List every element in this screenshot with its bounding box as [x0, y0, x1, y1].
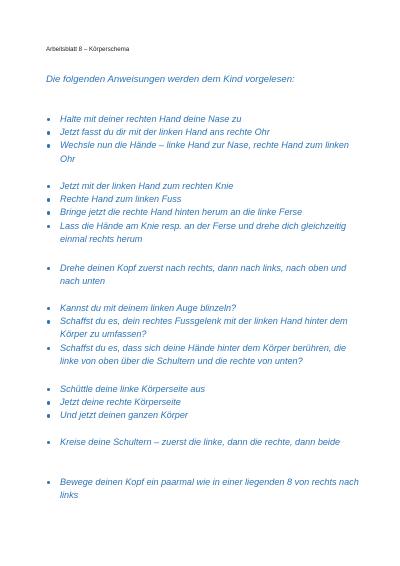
instruction-group-7: [46, 476, 362, 502]
instruction-text: Schaffst du es, dein rechtes Fussgelenk mit der linken Hand hinter dem Körper zu umfassen?: [60, 316, 348, 340]
bullet-icon: [47, 388, 50, 391]
instruction-item: [46, 262, 362, 288]
bullet-icon: [47, 414, 50, 417]
instruction-text: Bewege deinen Kopf ein paarmal wie in einer liegenden 8 von rechts nach links: [60, 477, 359, 501]
instructions-intro: Die folgenden Anweisungen werden dem Kind vorgelesen:: [46, 74, 295, 85]
bullet-icon: [47, 307, 50, 310]
instruction-item: [46, 126, 362, 139]
instruction-text: Wechsle nun die Hände – linke Hand zur Nase, rechte Hand zum linken Ohr: [60, 140, 349, 164]
instruction-text: Bringe jetzt die rechte Hand hinten herum an die linke Ferse: [60, 207, 303, 218]
instruction-item: [46, 436, 362, 449]
instruction-group-3: [46, 262, 362, 288]
instruction-item: [46, 113, 362, 126]
bullet-icon: [47, 401, 50, 404]
instruction-text: Halte mit deiner rechten Hand deine Nase zu: [60, 114, 242, 124]
instruction-item: [46, 409, 362, 422]
instruction-item: [46, 193, 362, 206]
instruction-group-6: [46, 436, 362, 449]
bullet-icon: [47, 481, 50, 484]
bullet-icon: [47, 131, 50, 134]
instruction-item: [46, 302, 362, 315]
instruction-item: [46, 383, 362, 396]
instruction-text: Kreise deine Schultern – zuerst die linke, dann die rechte, dann beide: [60, 437, 341, 447]
instruction-text: Jetzt mit der linken Hand zum rechten Knie: [60, 181, 234, 191]
instruction-item: [46, 396, 362, 409]
instruction-text: Jetzt fasst du dir mit der linken Hand ans rechte Ohr: [60, 127, 270, 138]
instruction-text: Schüttle deine linke Körperseite aus: [60, 384, 206, 394]
instruction-group-2: [46, 180, 362, 246]
instruction-group-5: [46, 383, 362, 423]
instruction-item: [46, 180, 362, 193]
bullet-icon: [47, 211, 50, 214]
instruction-text: Rechte Hand zum linken Fuss: [60, 194, 182, 205]
bullet-icon: [47, 198, 50, 201]
instruction-item: [46, 476, 362, 502]
instruction-item: [46, 342, 362, 368]
instruction-text: Kannst du mit deinem linken Auge blinzeln?: [60, 303, 237, 313]
instruction-text: Drehe deinen Kopf zuerst nach rechts, dann nach links, nach oben und nach unten: [60, 263, 347, 287]
bullet-icon: [47, 225, 50, 228]
instruction-item: [46, 220, 362, 246]
bullet-icon: [47, 185, 50, 188]
bullet-icon: [47, 347, 50, 350]
bullet-icon: [47, 118, 50, 121]
instruction-text: Schaffst du es, dass sich deine Hände hinter dem Körper berühren, die linke von oben über die Schultern und die rechte von unten?: [60, 342, 347, 366]
bullet-icon: [47, 441, 50, 444]
instruction-group-1: [46, 113, 362, 166]
instruction-item: [46, 315, 362, 341]
bullet-icon: [47, 320, 50, 323]
instruction-item: [46, 139, 362, 165]
worksheet-header: Arbeitsblatt 8 – Körperschema: [46, 46, 130, 53]
instruction-item: [46, 206, 362, 219]
bullet-icon: [47, 267, 50, 270]
instruction-text: Lass die Hände am Knie resp. an der Ferse und drehe dich gleichzeitig einmal rechts herum: [60, 220, 347, 244]
instruction-text: Jetzt deine rechte Körperseite: [60, 397, 181, 408]
instruction-group-4: [46, 302, 362, 368]
instruction-text: Und jetzt deinen ganzen Körper: [60, 410, 188, 421]
bullet-icon: [47, 144, 50, 147]
